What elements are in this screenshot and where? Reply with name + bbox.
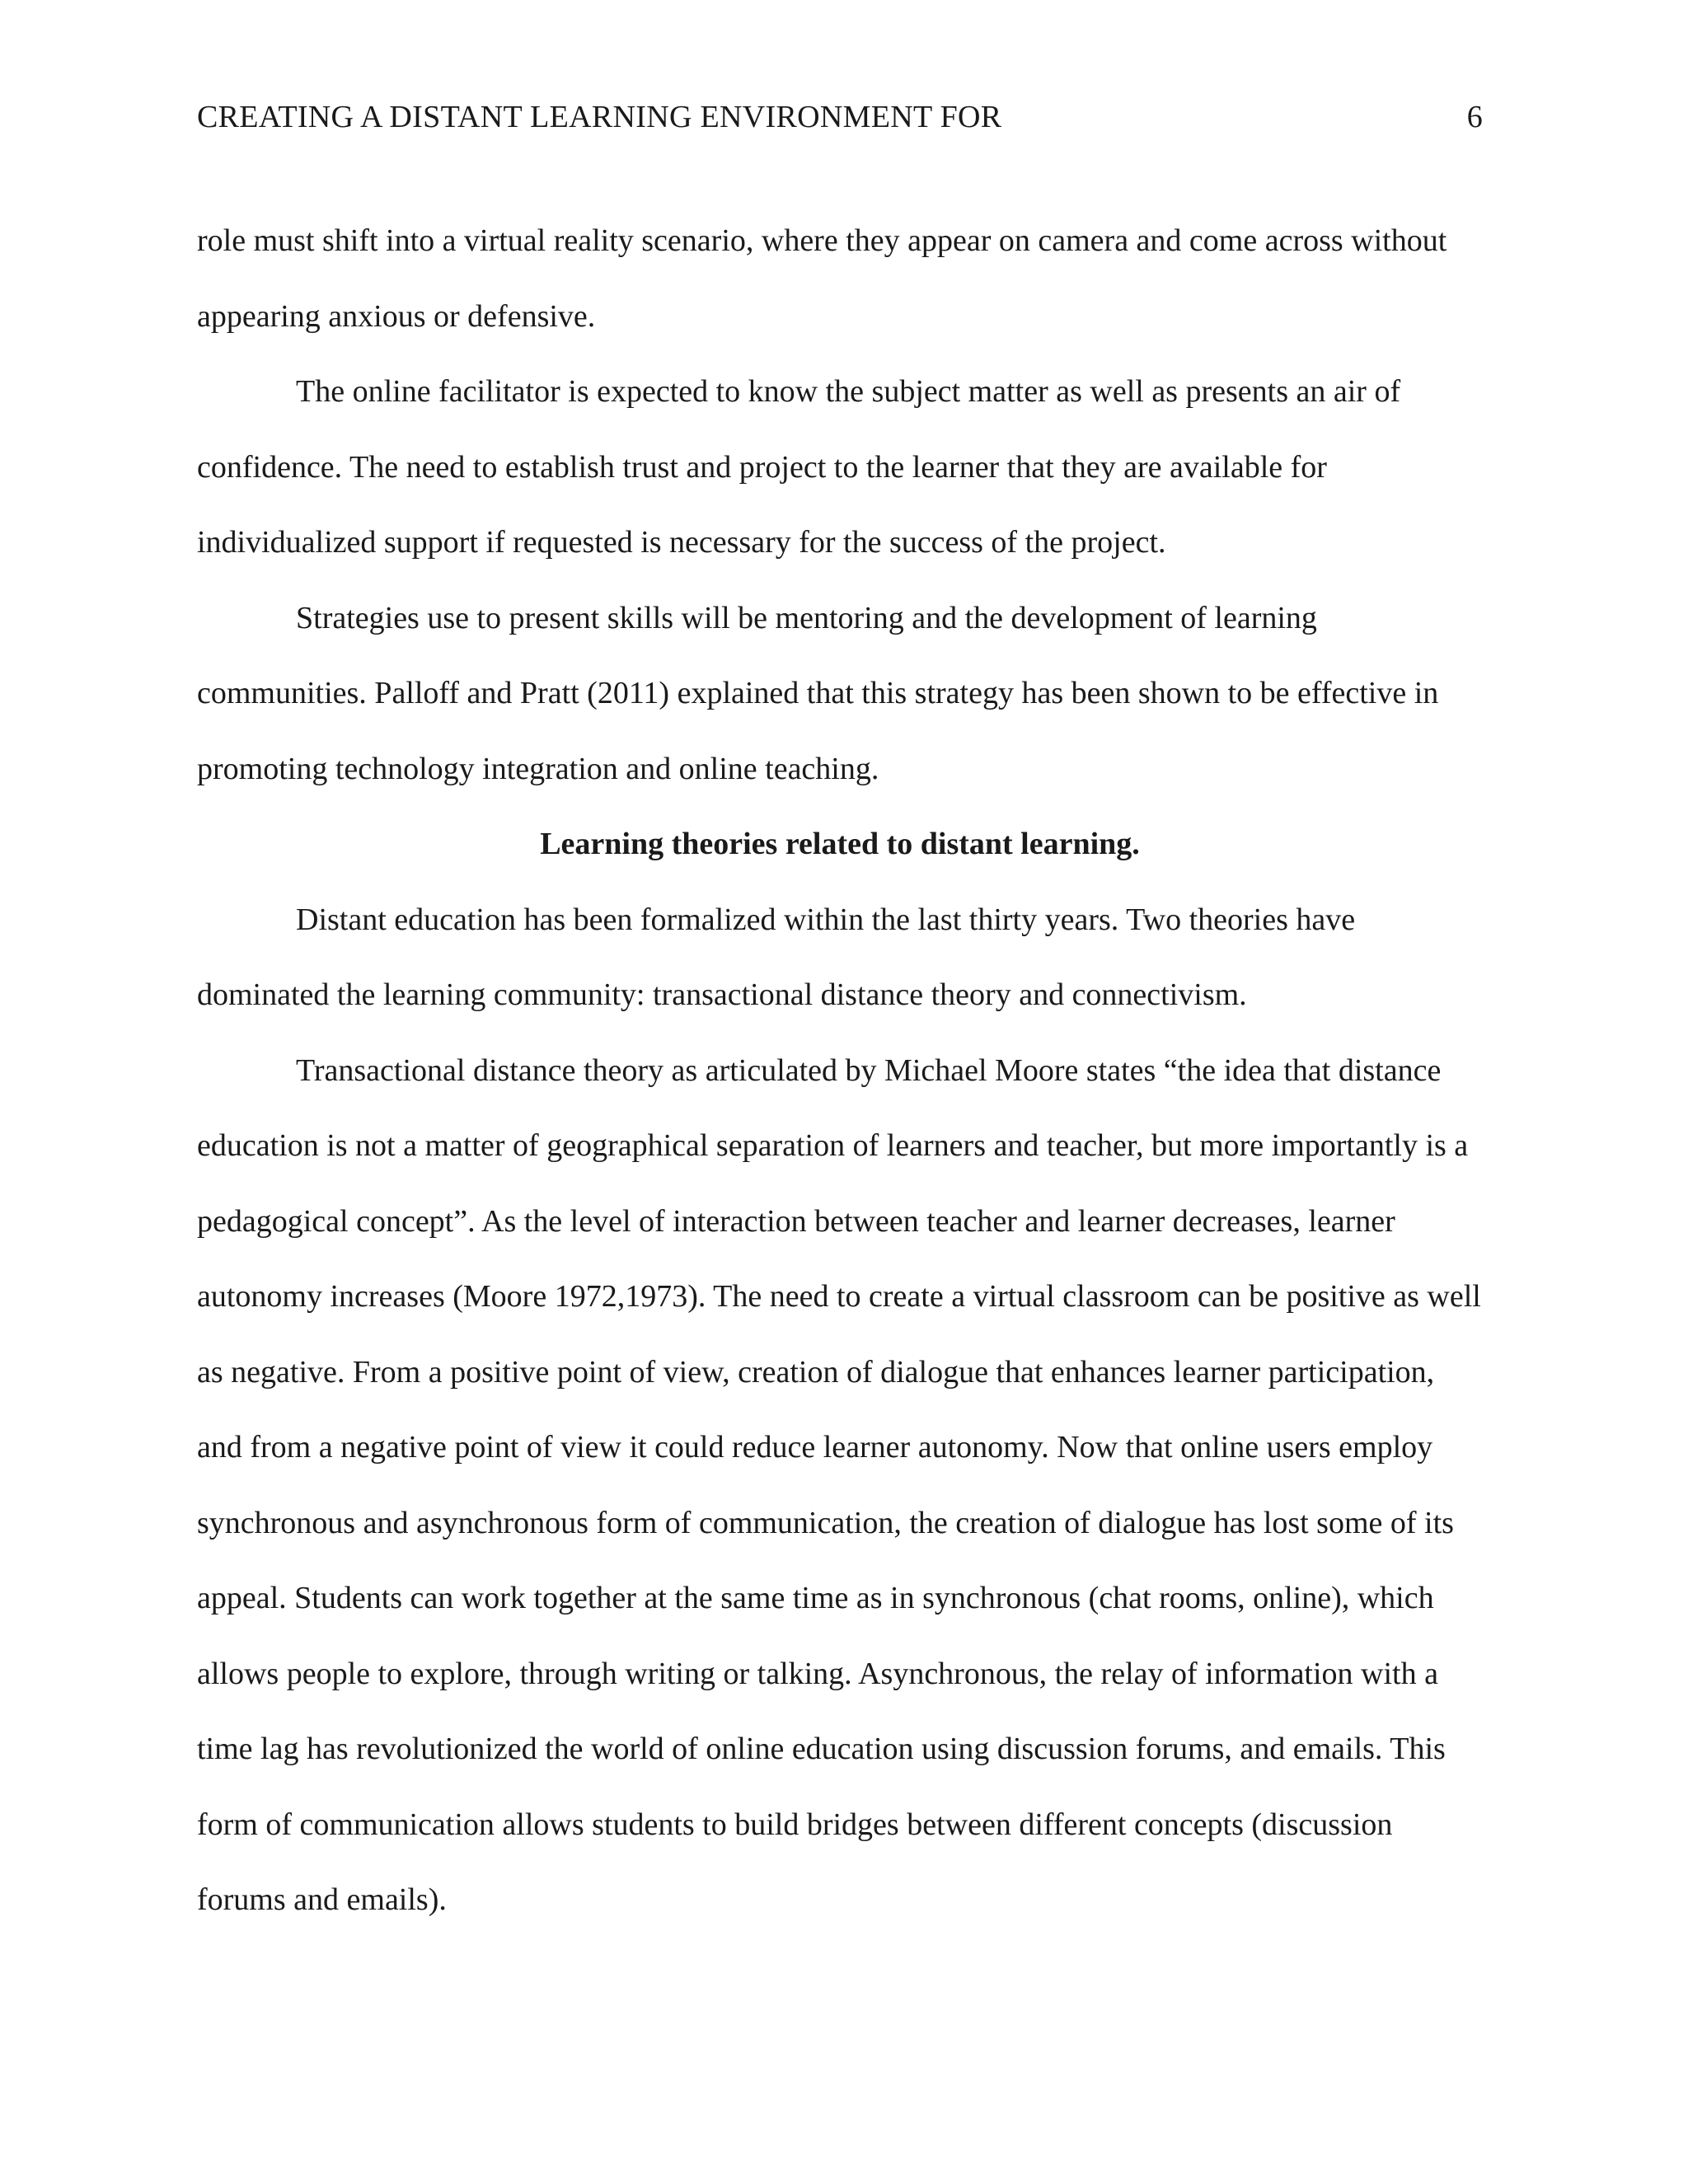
running-head-title: CREATING A DISTANT LEARNING ENVIRONMENT FOR (197, 100, 1002, 134)
page-number: 6 (1466, 100, 1483, 134)
paragraph-strategies: Strategies use to present skills will be mentoring and the development of learning communities. Palloff and Pratt (2011) explained that this strategy has been shown to be effective in promoting technology integration and online teaching. (197, 600, 1439, 786)
running-head (197, 92, 1483, 142)
paragraph-facilitator: The online facilitator is expected to know the subject matter as well as presents an air of confidence. The need to establish trust and project to the learner that they are available for individualized support if requested is necessary for the success of the project. (197, 374, 1401, 560)
section-heading: Learning theories related to distant learning. (540, 827, 1140, 861)
body-text (197, 204, 1483, 1938)
paragraph-transactional-distance: Transactional distance theory as articulated by Michael Moore states “the idea that distance education is not a matter of geographical separation of learners and teacher, but more importantly is a pedagogical concept”. As the level of interaction between teacher and learner decreases, learner autonomy increases (Moore 1972,1973). The need to create a virtual classroom can be positive as well as negative. From a positive point of view, creation of dialogue that enhances learner participation, and from a negative point of view it could reduce learner autonomy. Now that online users employ synchronous and asynchronous form of communication, the creation of dialogue has lost some of its appeal. Students can work together at the same time as in synchronous (chat rooms, online), which allows people to explore, through writing or talking. Asynchronous, the relay of information with a time lag has revolutionized the world of online education using discussion forums, and emails. This form of communication allows students to build bridges between different concepts (discussion forums and emails). (197, 1052, 1481, 1917)
paragraph-distant-education: Distant education has been formalized within the last thirty years. Two theories have dominated the learning community: transactional distance theory and connectivism. (197, 902, 1356, 1012)
paragraph-continuation: role must shift into a virtual reality scenario, where they appear on camera and come across without appearing anxious or defensive. (197, 223, 1447, 334)
